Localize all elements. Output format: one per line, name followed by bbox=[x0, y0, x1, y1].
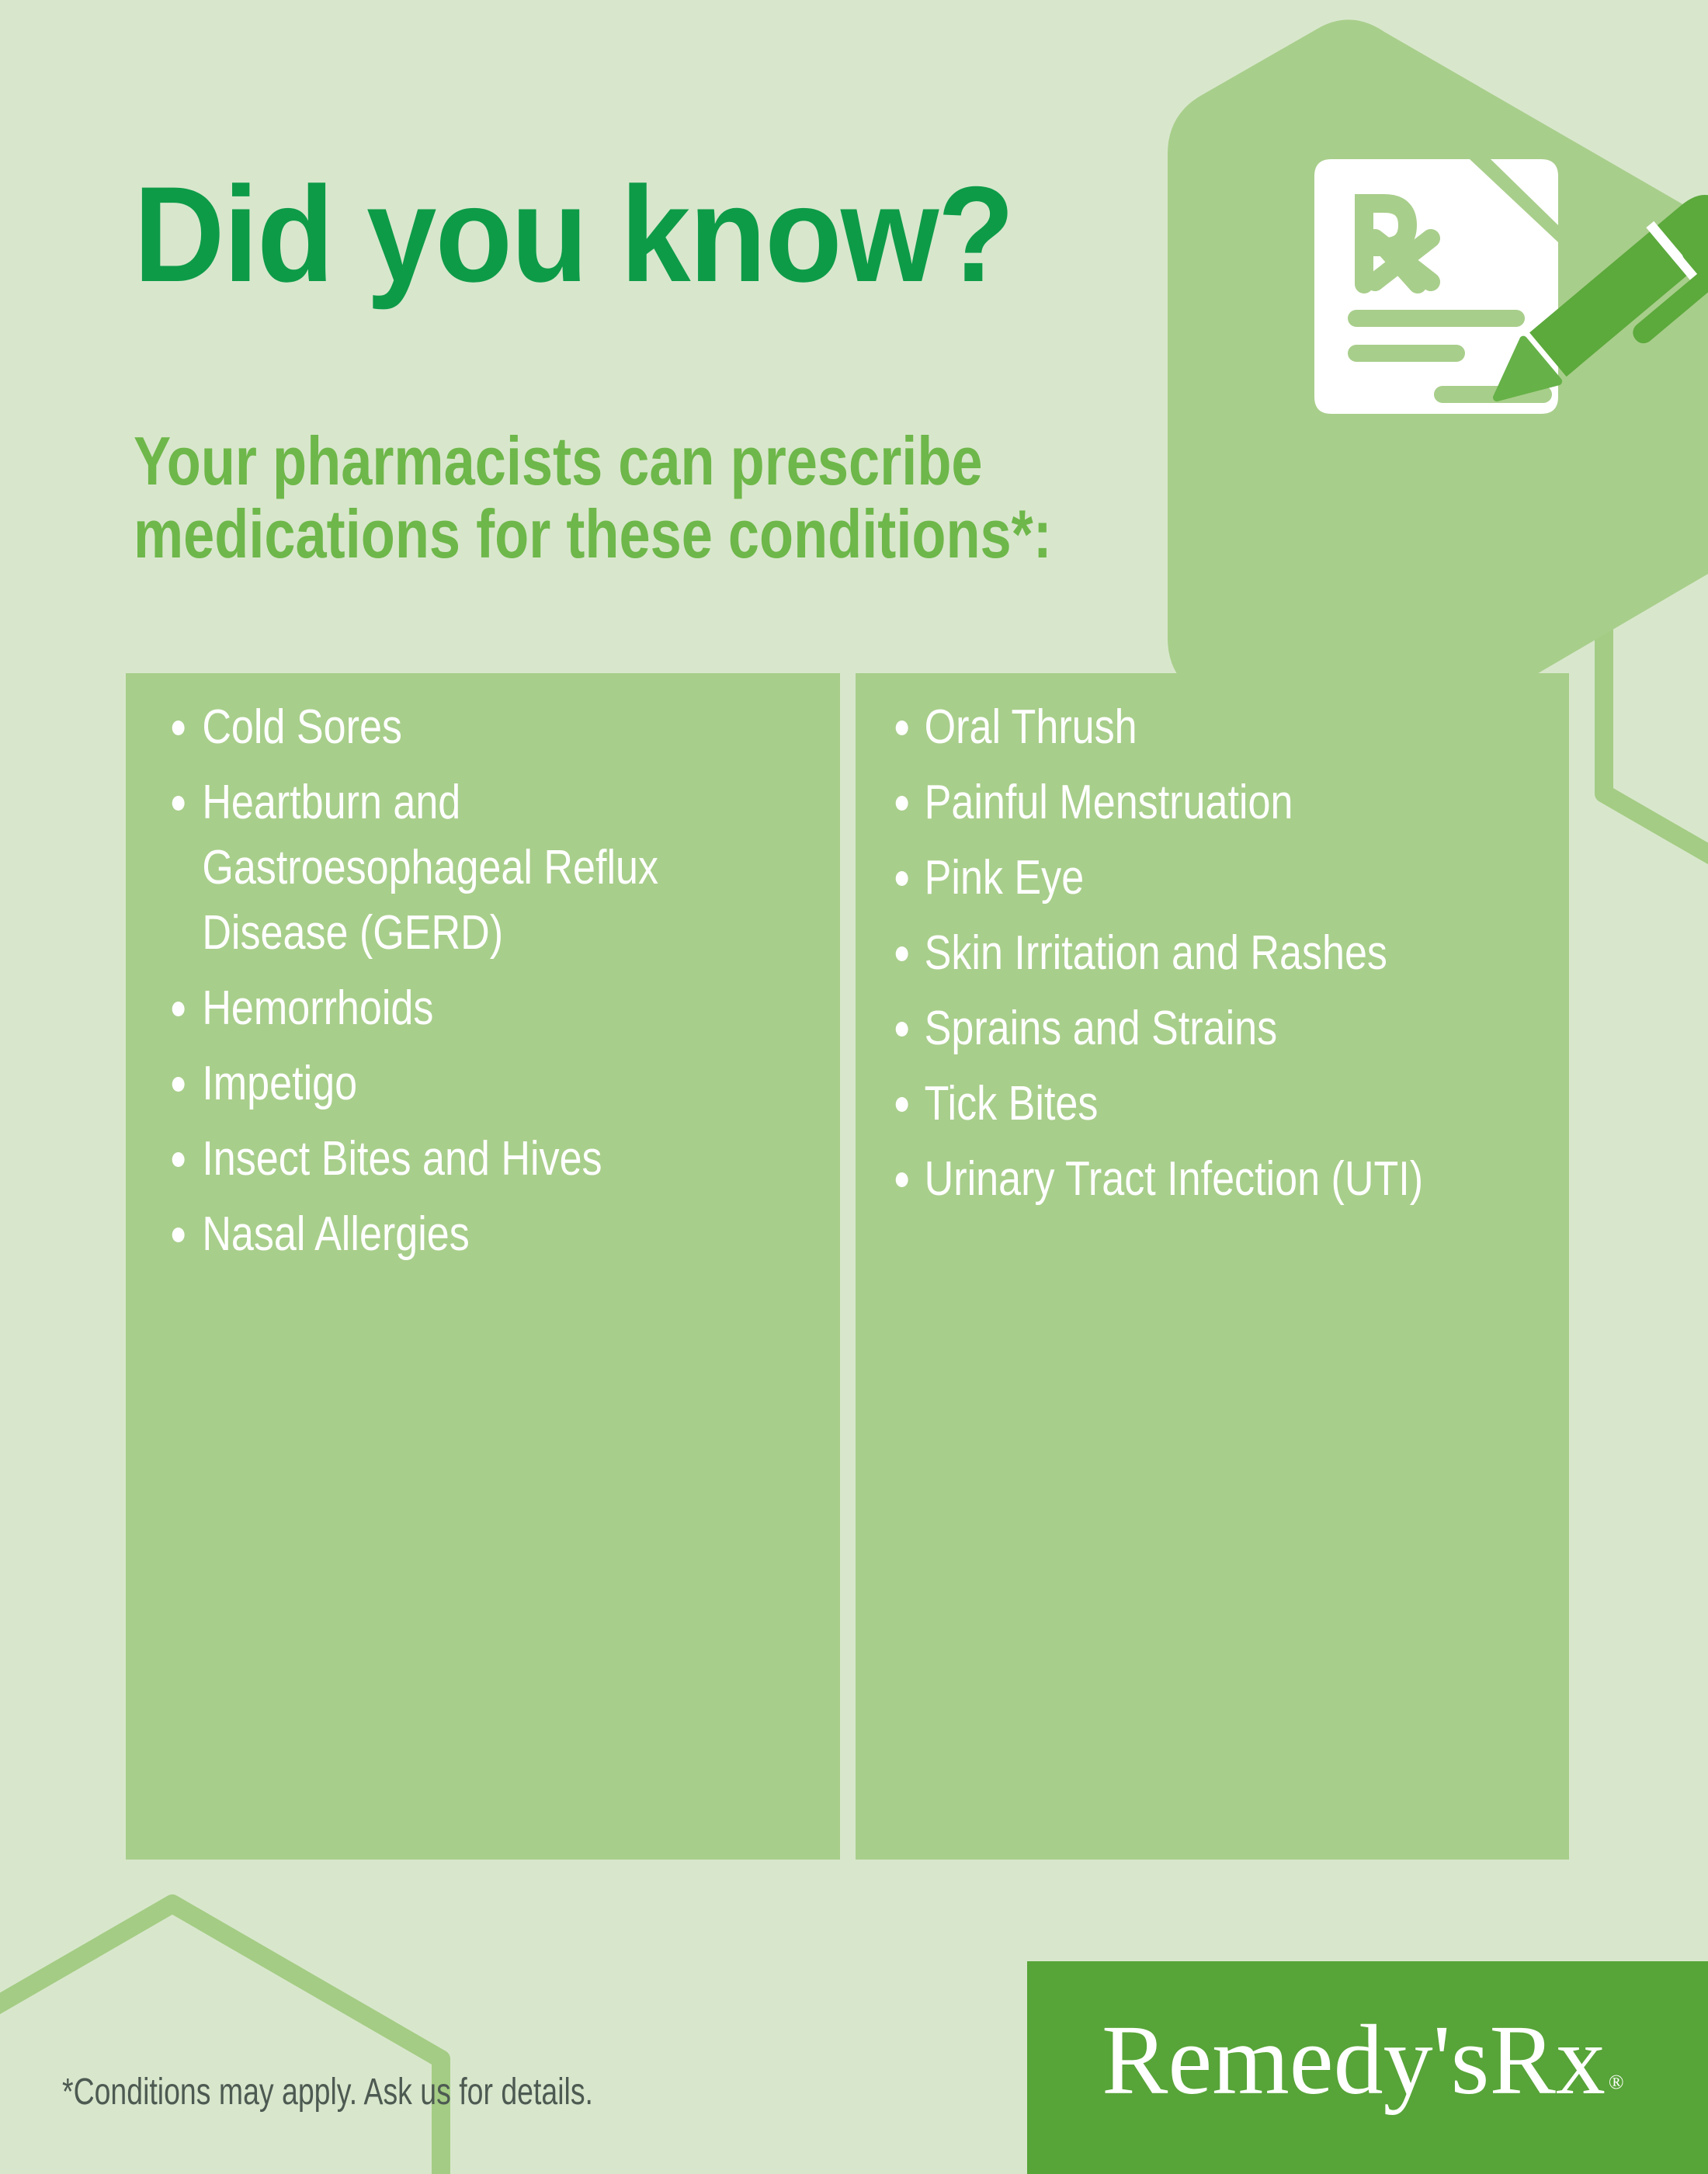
page-subtitle: Your pharmacists can prescribe medications for these conditions*: bbox=[134, 422, 1052, 572]
list-item: Cold Sores bbox=[171, 695, 752, 760]
list-item: Oral Thrush bbox=[894, 695, 1494, 760]
list-item: Painful Menstruation bbox=[894, 770, 1494, 835]
registered-trademark-icon: ® bbox=[1608, 2071, 1624, 2093]
brand-logo bbox=[1102, 2005, 1624, 2137]
list-item: Hemorrhoids bbox=[171, 976, 752, 1041]
conditions-list-right bbox=[894, 695, 1494, 1212]
list-item: Heartburn and Gastroesophageal Reflux Disease (GERD) bbox=[171, 770, 752, 966]
footnote: *Conditions may apply. Ask us for details. bbox=[62, 2072, 593, 2113]
page-title: Did you know? bbox=[134, 159, 1014, 311]
brand-logo-text: Remedy'sRx bbox=[1102, 2005, 1606, 2115]
list-item: Pink Eye bbox=[894, 846, 1494, 911]
list-item: Skin Irritation and Rashes bbox=[894, 921, 1494, 986]
hexagon-outline bbox=[0, 1904, 441, 2174]
list-item: Sprains and Strains bbox=[894, 996, 1494, 1061]
list-item: Impetigo bbox=[171, 1051, 752, 1117]
list-item: Nasal Allergies bbox=[171, 1202, 752, 1267]
list-item: Insect Bites and Hives bbox=[171, 1127, 752, 1192]
list-item: Tick Bites bbox=[894, 1071, 1494, 1137]
conditions-list-left bbox=[171, 695, 752, 1267]
list-item: Urinary Tract Infection (UTI) bbox=[894, 1147, 1494, 1212]
